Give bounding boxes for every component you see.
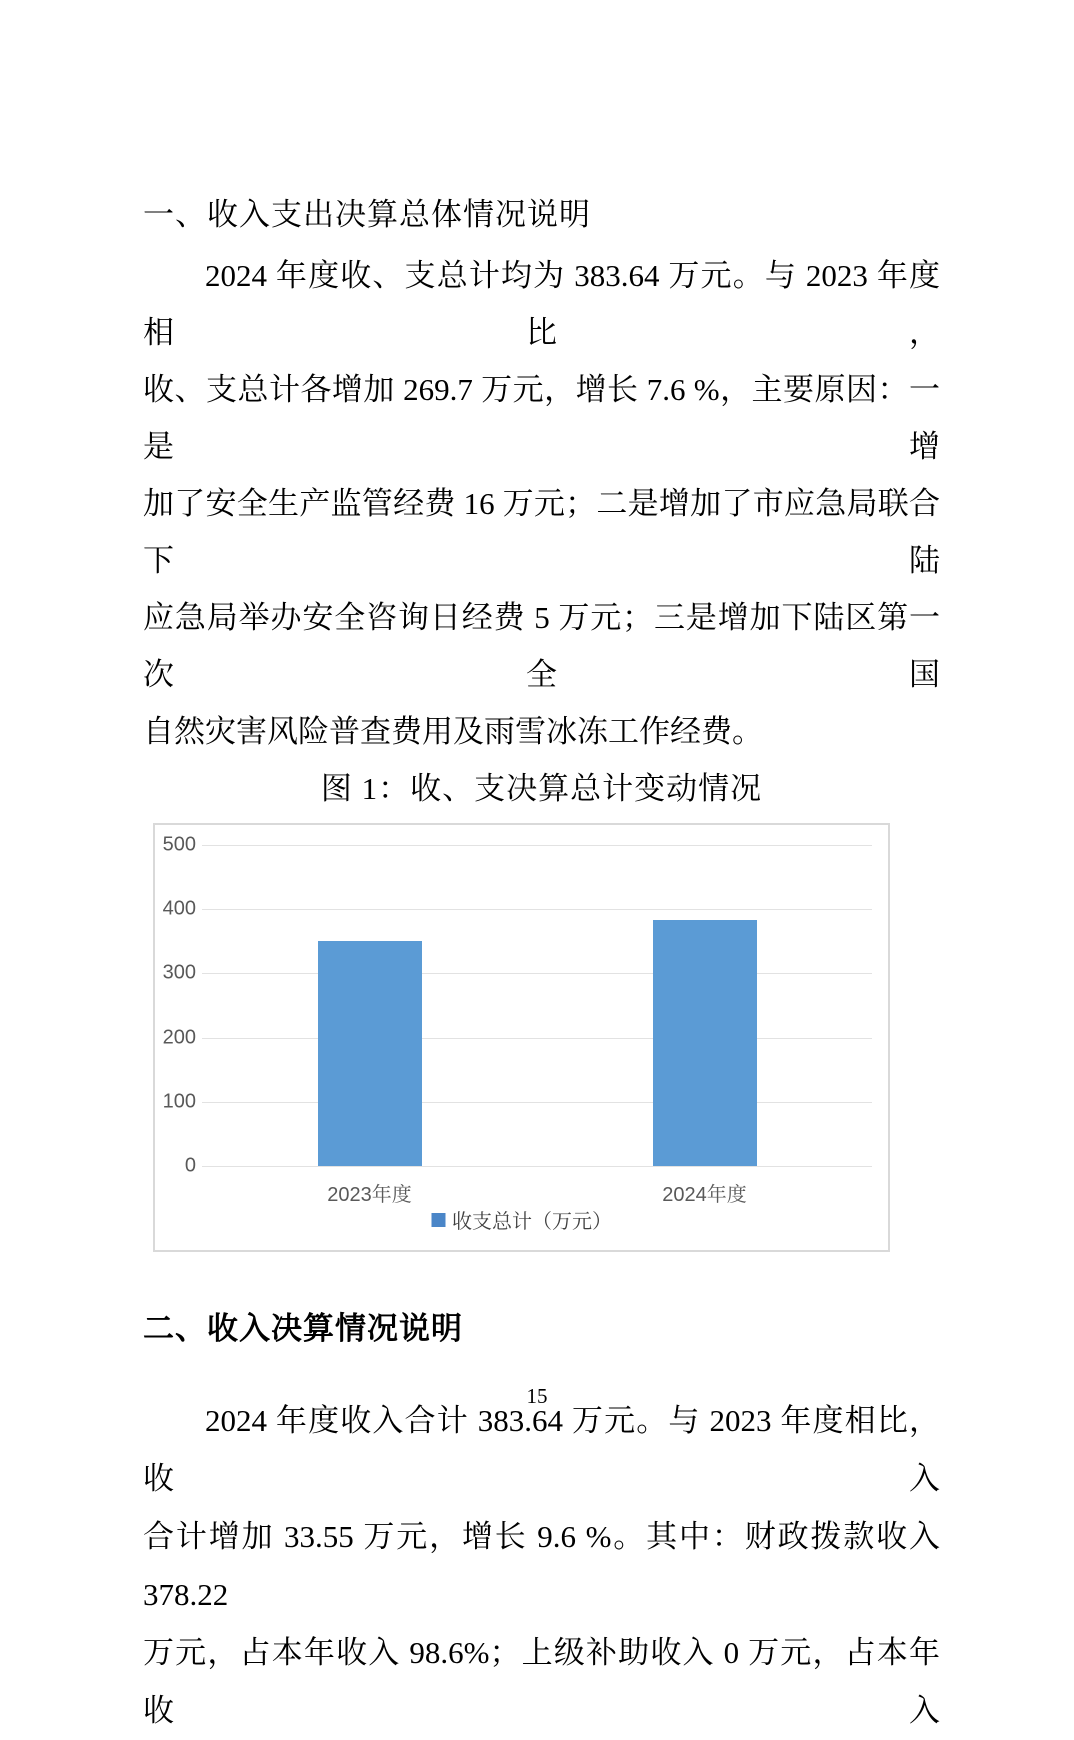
gridline (202, 1166, 872, 1167)
section1-heading: 一、收入支出决算总体情况说明 (143, 197, 591, 232)
gridline (202, 845, 872, 846)
legend-label: 收支总计（万元） (452, 1211, 612, 1233)
gridline (202, 1038, 872, 1039)
gridline (202, 973, 872, 974)
paragraph-line: 应急局举办安全咨询日经费 5 万元；三是增加下陆区第一次全国 (143, 600, 940, 692)
bar-2024 (653, 920, 757, 1166)
y-axis-tick-label: 200 (162, 1026, 196, 1049)
section2-heading: 二、收入决算情况说明 (143, 1311, 463, 1346)
x-axis-label: 2023年度 (327, 1184, 412, 1206)
section1-paragraph (143, 247, 940, 760)
legend-swatch-icon (431, 1213, 445, 1227)
page-number: 15 (526, 1384, 548, 1408)
y-axis-tick-label: 300 (162, 961, 196, 984)
bar-2023 (318, 941, 422, 1166)
chart-plot-area (162, 833, 872, 1206)
y-axis-tick-label: 0 (184, 1154, 196, 1177)
x-axis-label: 2024年度 (662, 1184, 747, 1206)
figure-caption: 图 1：收、支决算总计变动情况 (320, 771, 763, 806)
gridline (202, 1102, 872, 1103)
paragraph-line: 万元，占本年收入 98.6%；上级补助收入 0 万元，占本年收入 (143, 1635, 940, 1728)
paragraph-line: 2024 年度收、支总计均为 383.64 万元。与 2023 年度相比， (143, 258, 940, 350)
bar-chart (153, 823, 890, 1252)
y-axis-tick-label: 100 (162, 1090, 196, 1113)
section2-paragraph (143, 1392, 940, 1740)
paragraph-line: 合计增加 33.55 万元，增长 9.6 %。其中：财政拨款收入 378.22 (143, 1519, 940, 1612)
y-axis-tick-label: 500 (162, 833, 196, 856)
paragraph-line: 自然灾害风险普查费用及雨雪冰冻工作经费。 (143, 714, 763, 749)
gridline (202, 909, 872, 910)
paragraph-line: 2024 年度收入合计 383.64 万元。与 2023 年度相比，收入 (143, 1403, 940, 1496)
paragraph-line: 加了安全生产监管经费 16 万元；二是增加了市应急局联合下陆 (143, 486, 940, 578)
chart-legend (431, 1205, 612, 1234)
y-axis-tick-label: 400 (162, 897, 196, 920)
paragraph-line: 收、支总计各增加 269.7 万元，增长 7.6 %，主要原因：一是增 (143, 372, 940, 464)
